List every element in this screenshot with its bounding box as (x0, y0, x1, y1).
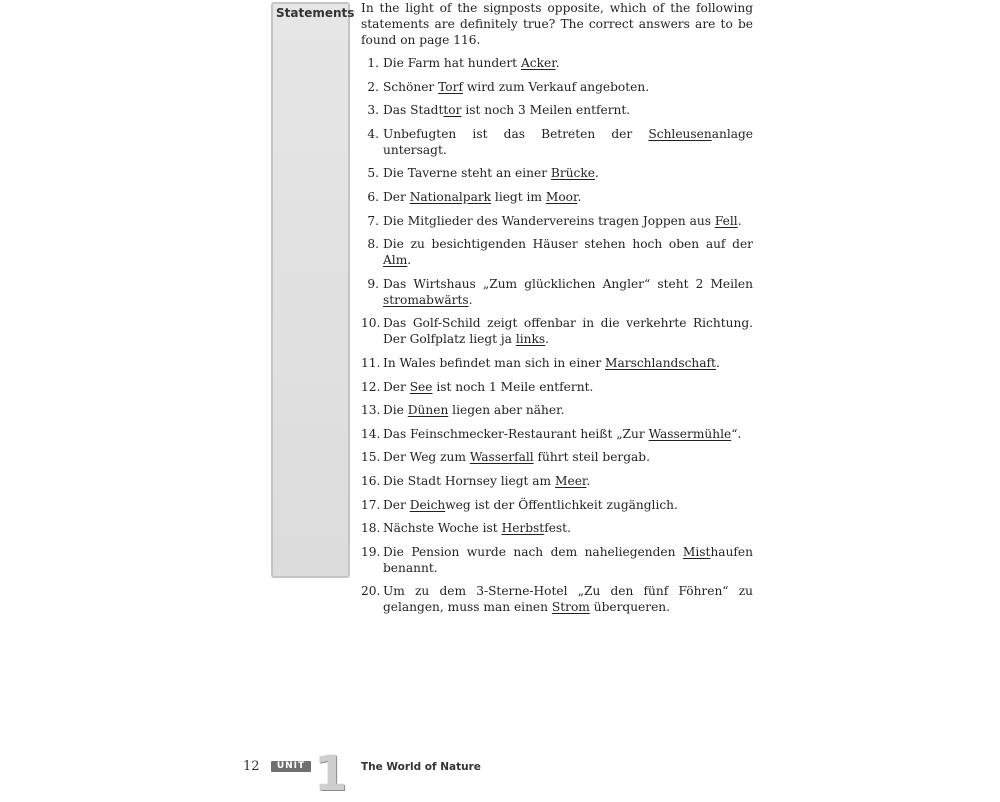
underlined-keyword: Alm (383, 253, 408, 268)
statement-fragment: Der (383, 379, 410, 394)
statement-number: 10. (361, 316, 381, 331)
unit-badge: UNIT (271, 761, 311, 772)
statement-item (361, 426, 753, 442)
statement-fragment: führt steil bergab. (533, 450, 650, 465)
statement-fragment: “. (731, 426, 742, 441)
underlined-keyword: Torf (438, 79, 463, 94)
statement-item (361, 165, 753, 181)
statement-fragment: weg ist der Öffentlichkeit zugänglich. (445, 497, 678, 512)
chapter-title: The World of Nature (361, 761, 481, 773)
statement-fragment: Das Golf-Schild zeigt offenbar in die verkehrte Richtung. Der Golfplatz liegt ja (383, 316, 753, 347)
statement-fragment: . (594, 166, 599, 181)
statement-item (361, 449, 753, 465)
statement-text (383, 214, 742, 228)
statement-text (383, 80, 649, 94)
underlined-keyword: Fell (714, 213, 738, 228)
underlined-keyword: Marschlandschaft (605, 355, 716, 370)
statement-number: 14. (361, 426, 381, 441)
underlined-keyword: tor (443, 103, 462, 118)
statement-fragment: Der (383, 189, 410, 204)
statement-fragment: . (737, 213, 742, 228)
statement-number: 18. (361, 521, 381, 536)
statement-number: 2. (367, 79, 379, 94)
statement-number: 8. (367, 237, 379, 252)
statement-item (361, 544, 753, 576)
statement-fragment: Unbefugten ist das Betreten der (383, 126, 649, 141)
statement-item (361, 213, 753, 229)
statement-fragment: In Wales befindet man sich in einer (383, 355, 606, 370)
underlined-keyword: Wassermühle (648, 426, 732, 441)
exercise-instructions: In the light of the signposts opposite, which of the following statements are definitely true? The correct answers are to be found on page 116. (361, 1, 753, 47)
statement-item (361, 276, 753, 308)
statement-fragment: ist noch 3 Meilen entfernt. (461, 103, 631, 118)
statements-sidebar (271, 2, 355, 578)
statement-fragment: Die Farm hat hundert (383, 56, 521, 70)
statement-fragment: liegen aber näher. (448, 403, 565, 418)
statement-text (383, 498, 678, 512)
statement-fragment: Um zu dem 3-Sterne-Hotel „Zu den fünf Föhren“ zu gelangen, muss man einen (383, 584, 753, 615)
statement-text (383, 103, 630, 117)
statement-item (361, 55, 753, 71)
statement-fragment: Nächste Woche ist (383, 521, 502, 536)
statement-fragment: Schöner (383, 79, 439, 94)
statement-item (361, 189, 753, 205)
statement-text (383, 450, 650, 464)
statement-fragment: Die Stadt Hornsey liegt am (383, 473, 555, 488)
statement-text (383, 127, 753, 157)
sidebar-label: Statements (276, 6, 355, 20)
statement-fragment: . (545, 332, 549, 347)
statement-text (383, 584, 753, 614)
statement-text (383, 380, 593, 394)
statement-text (383, 56, 560, 70)
underlined-keyword: links (515, 332, 546, 347)
statement-item (361, 473, 753, 489)
statement-fragment: fest. (544, 521, 571, 536)
statement-item (361, 497, 753, 513)
statement-number: 9. (367, 276, 379, 291)
statement-number: 11. (361, 355, 381, 370)
unit-number: 1 (314, 746, 348, 802)
statement-number: 1. (367, 56, 379, 70)
statement-fragment: Die Mitglieder des Wandervereins tragen Joppen aus (383, 213, 715, 228)
statement-text (383, 403, 564, 417)
statement-text (383, 316, 753, 346)
statement-fragment: . (586, 473, 591, 488)
statement-text (383, 190, 581, 204)
statement-fragment: Die Pension wurde nach dem naheliegenden (383, 544, 683, 559)
underlined-keyword: Herbst (501, 521, 545, 536)
statement-number: 7. (367, 213, 379, 228)
statement-number: 4. (367, 126, 379, 141)
underlined-keyword: Acker (520, 56, 556, 70)
statement-text (383, 237, 753, 267)
underlined-keyword: Nationalpark (409, 189, 492, 204)
statement-fragment: . (468, 292, 473, 307)
statement-text (383, 166, 599, 180)
statement-item (361, 583, 753, 615)
statement-number: 19. (361, 544, 381, 559)
statement-fragment: überqueren. (589, 600, 671, 615)
statement-fragment: Das Stadt (383, 103, 444, 118)
statement-number: 20. (361, 584, 381, 599)
statement-fragment: . (715, 355, 720, 370)
statement-item (361, 315, 753, 347)
underlined-keyword: Meer (555, 473, 587, 488)
underlined-keyword: Mist (682, 544, 711, 559)
statement-fragment: Die (383, 403, 408, 418)
statement-fragment: ist noch 1 Meile entfernt. (432, 379, 594, 394)
statement-fragment: Das Wirtshaus „Zum glücklichen Angler“ steht 2 Meilen (383, 276, 753, 291)
exercise-content (361, 0, 753, 623)
statement-fragment: Der Weg zum (383, 450, 470, 465)
statement-number: 16. (361, 473, 381, 488)
statement-fragment: haufen benannt. (383, 544, 753, 575)
statement-fragment: liegt im (491, 189, 546, 204)
underlined-keyword: Deich (409, 497, 446, 512)
statement-fragment: Der (383, 497, 410, 512)
statement-fragment: . (577, 189, 582, 204)
underlined-keyword: Moor (545, 189, 578, 204)
underlined-keyword: Wasserfall (469, 450, 534, 465)
statement-fragment: anlage untersagt. (383, 126, 753, 157)
statement-item (361, 236, 753, 268)
statement-number: 5. (367, 166, 379, 181)
underlined-keyword: Strom (551, 600, 590, 615)
statement-fragment: Die Taverne steht an einer (383, 166, 551, 181)
statement-item (361, 126, 753, 158)
statement-number: 13. (361, 403, 381, 418)
statement-number: 12. (361, 379, 381, 394)
statement-fragment: . (407, 253, 412, 268)
statement-fragment: . (555, 56, 560, 70)
statement-fragment: wird zum Verkauf angeboten. (462, 79, 650, 94)
underlined-keyword: Dünen (407, 403, 449, 418)
page-number: 12 (243, 759, 260, 774)
underlined-keyword: stromabwärts (383, 292, 469, 307)
statement-text (383, 521, 571, 535)
statement-item (361, 402, 753, 418)
statement-item (361, 102, 753, 118)
statement-text (383, 474, 590, 488)
underlined-keyword: Schleusen (648, 126, 712, 141)
statement-item (361, 520, 753, 536)
statement-text (383, 356, 720, 370)
statement-number: 3. (367, 103, 379, 118)
underlined-keyword: Brücke (550, 166, 595, 181)
statement-number: 6. (367, 189, 379, 204)
statement-list (361, 55, 753, 615)
statement-item (361, 379, 753, 395)
statement-item (361, 79, 753, 95)
statement-item (361, 355, 753, 371)
statement-text (383, 545, 753, 575)
statement-text (383, 427, 741, 441)
statement-fragment: Das Feinschmecker-Restaurant heißt „Zur (383, 426, 649, 441)
underlined-keyword: See (409, 379, 433, 394)
statement-number: 17. (361, 497, 381, 512)
statement-text (383, 277, 753, 307)
statement-fragment: Die zu besichtigenden Häuser stehen hoch oben auf der (383, 237, 753, 252)
statement-number: 15. (361, 450, 381, 465)
